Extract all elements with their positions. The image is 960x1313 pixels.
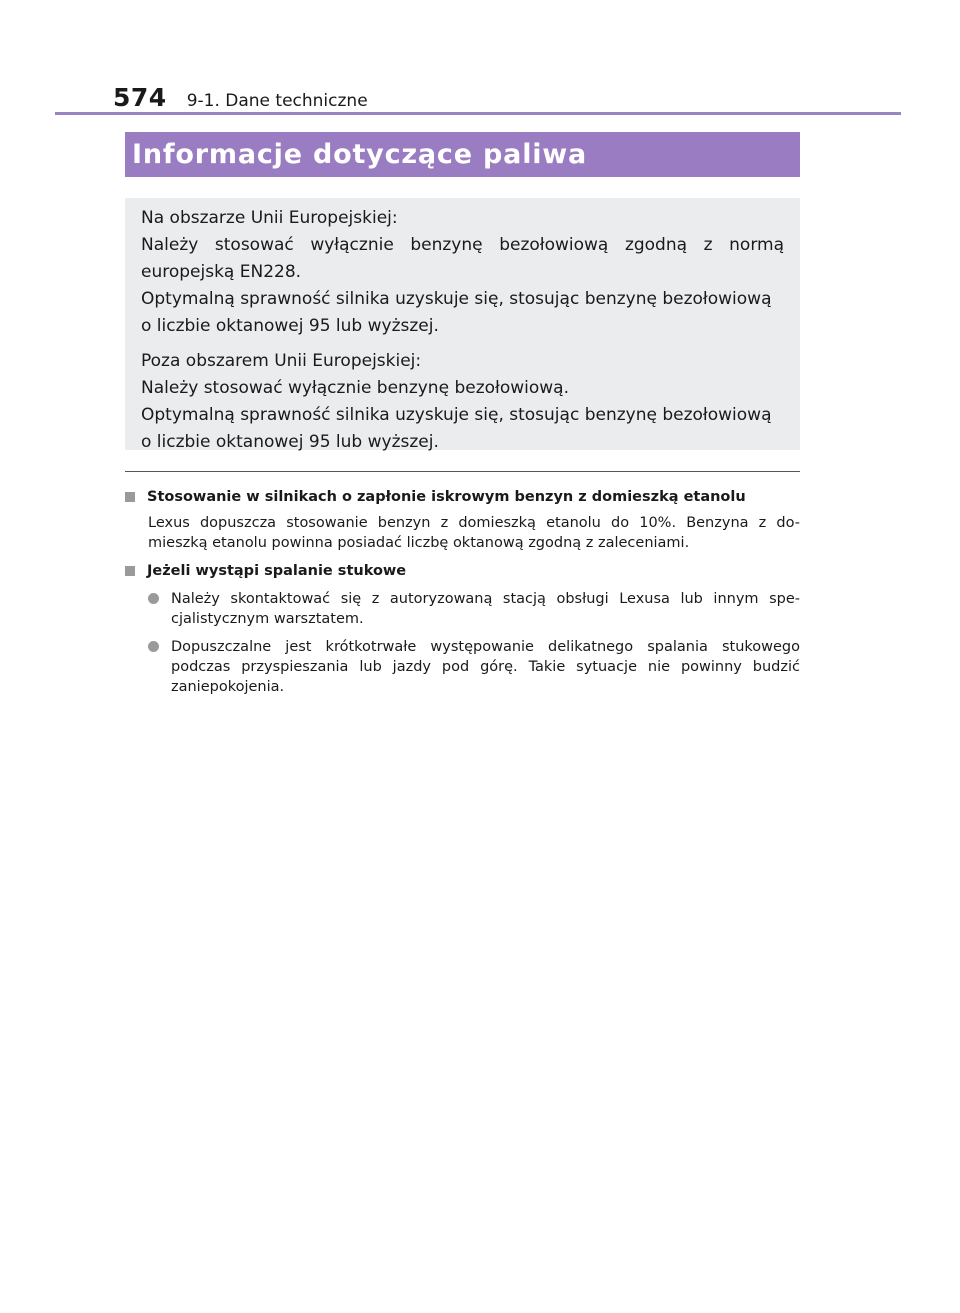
non-eu-line-1: Należy stosować wyłącznie benzynę bezołowiową.: [141, 378, 570, 398]
non-eu-line-2: Optymalną sprawność silnika uzyskuje się, stosując benzynę bezołowiową: [141, 405, 772, 425]
ethanol-line-1: Lexus dopuszcza stosowanie benzyn z domieszką etanolu do 10%. Benzyna z do-: [148, 515, 800, 531]
header-rule: [55, 112, 901, 115]
ethanol-heading: [125, 487, 800, 507]
knock-bullet-1: [148, 589, 800, 629]
square-bullet-icon: [125, 566, 135, 576]
circle-bullet-icon: [148, 593, 159, 604]
section-title: 9-1. Dane techniczne: [186, 91, 368, 111]
running-header: [113, 83, 368, 112]
eu-block: [141, 205, 784, 340]
section-divider: [125, 471, 800, 472]
non-eu-block: [141, 348, 784, 456]
knock-heading: [125, 561, 800, 581]
ethanol-body: [148, 513, 800, 553]
page-title: Informacje dotyczące paliwa: [125, 132, 800, 177]
eu-line-3: Optymalną sprawność silnika uzyskuje się, stosując benzynę bezołowiową: [141, 289, 772, 309]
fuel-info-box: [125, 198, 800, 450]
square-bullet-icon: [125, 492, 135, 502]
knock-bullet-2: [148, 637, 800, 697]
circle-bullet-icon: [148, 641, 159, 652]
notes-section: [125, 487, 800, 697]
eu-line-2: europejską EN228.: [141, 262, 302, 282]
ethanol-heading-text: Stosowanie w silnikach o zapłonie iskrowym benzyn z domieszką etanolu: [147, 489, 746, 505]
knock-b2-line-3: zaniepokojenia.: [171, 679, 285, 695]
eu-line-4: o liczbie oktanowej 95 lub wyższej.: [141, 316, 439, 336]
knock-b2-line-2: podczas przyspieszania lub jazdy pod górę. Takie sytuacje nie powinny budzić: [171, 659, 800, 675]
non-eu-heading: Poza obszarem Unii Europejskiej:: [141, 351, 422, 371]
ethanol-line-2: mieszką etanolu powinna posiadać liczbę oktanową zgodną z zaleceniami.: [148, 535, 690, 551]
knock-b2-line-1: Dopuszczalne jest krótkotrwałe występowanie delikatnego spalania stukowego: [171, 639, 800, 655]
knock-heading-text: Jeżeli wystąpi spalanie stukowe: [147, 563, 407, 579]
knock-b1-line-2: cjalistycznym warsztatem.: [171, 611, 364, 627]
page-number: 574: [113, 83, 167, 112]
knock-b1-line-1: Należy skontaktować się z autoryzowaną stacją obsługi Lexusa lub innym spe-: [171, 591, 800, 607]
non-eu-line-3: o liczbie oktanowej 95 lub wyższej.: [141, 432, 439, 452]
eu-line-1: Należy stosować wyłącznie benzynę bezołowiową zgodną z normą: [141, 235, 784, 255]
eu-heading: Na obszarze Unii Europejskiej:: [141, 208, 398, 228]
